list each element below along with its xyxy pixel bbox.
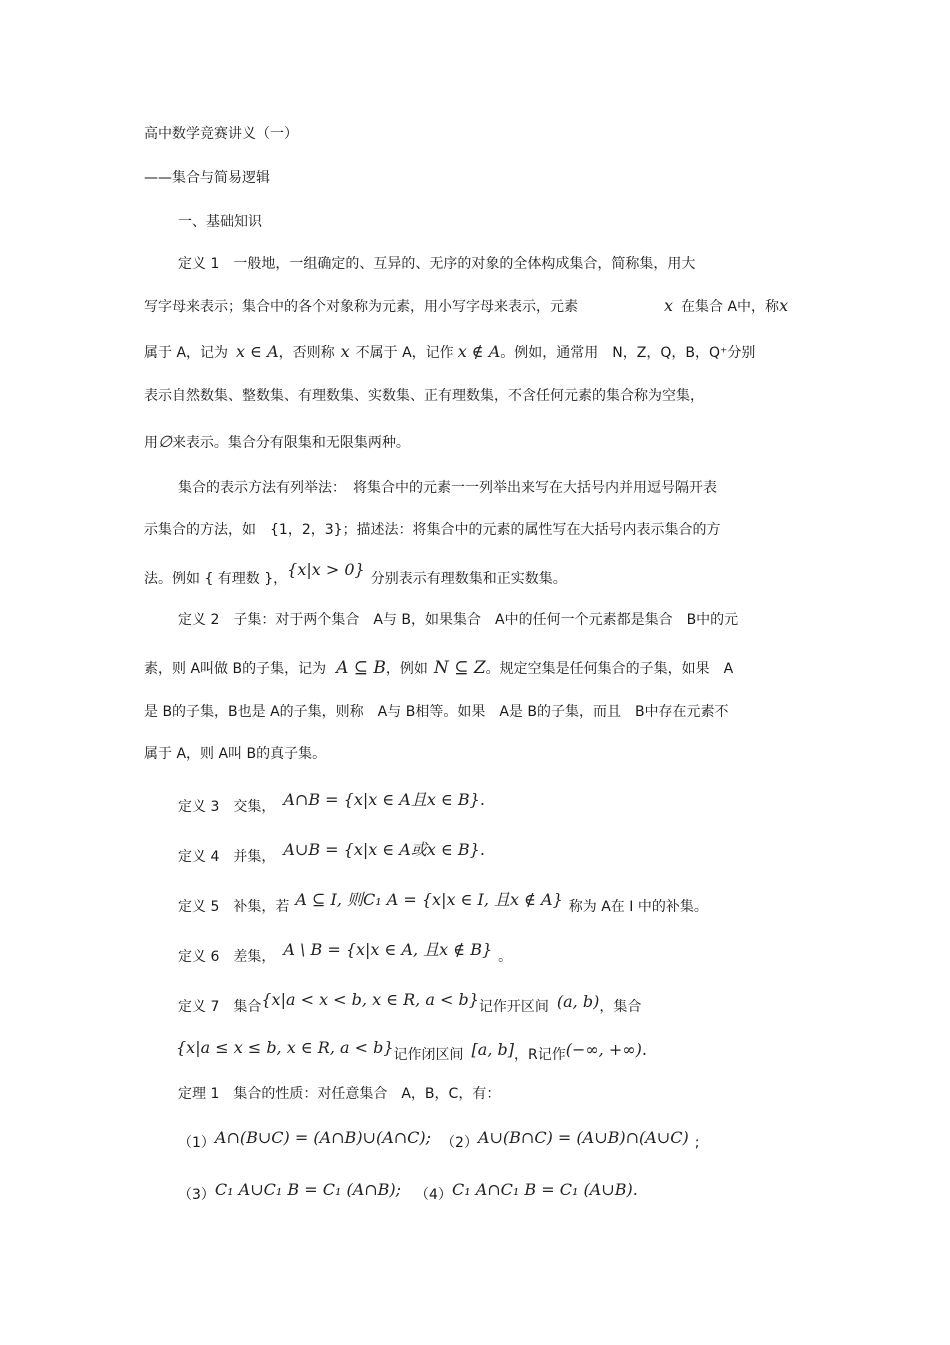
def6-label: 定义 6 差集， [178,949,276,965]
repr-line2: 示集合的方法，如 {1，2，3}；描述法：将集合中的元素的属性写在大括号内表示集合的方 [144,522,721,538]
math-subset-example: N ⊆ Z [433,658,486,678]
math-open-interval: (a, b) [556,992,600,1011]
math-closed-interval-set: {x|a ≤ x ≤ b, x ∈ R, a < b} [176,1038,394,1057]
formula-2-tail: ; [694,1135,700,1151]
def1-line2-text-a: 写字母来表示；集合中的各个对象称为元素，用小写字母来表示，元素 [144,299,578,315]
repr-line3-text-a: 法。例如 { 有理数 }， [144,571,288,587]
def5-tail: 称为 A在 I 中的补集。 [568,899,708,915]
def7-text-4: ，R记作 [513,1047,566,1063]
def7-label: 定义 7 集合 [178,999,262,1015]
formula-de-morgan-1: C₁ A∪C₁ B = C₁ (A∩B); [214,1180,402,1199]
def1-line3 [144,342,755,363]
thm1-formula-row2 [178,1180,638,1205]
def7-text-1: 记作开区间 [478,999,549,1015]
def2-line2 [144,658,733,679]
math-union: A∪B = {x|x ∈ A或x ∈ B}. [283,840,485,859]
def1-line5-text-a: 用 [144,435,158,451]
def2-line2-text-b: ，例如 [385,661,428,677]
def2-line2-text-c: 。规定空集是任何集合的子集，如果 A [485,661,734,677]
formula-de-morgan-2: C₁ A∩C₁ B = C₁ (A∪B). [451,1180,638,1199]
def1-line5-text-b: 来表示。集合分有限集和无限集两种。 [171,435,410,451]
document-subtitle: ——集合与简易逻辑 [144,170,270,186]
def5-label: 定义 5 补集，若 [178,899,290,915]
math-intersection: A∩B = {x|x ∈ A且x ∈ B}. [283,790,485,809]
def7-text-2: ，集合 [599,999,642,1015]
empty-set-symbol: ∅ [158,432,172,451]
repr-line1: 集合的表示方法有列举法： 将集合中的元素一一列举出来写在大括号内并用逗号隔开表 [178,480,717,496]
def1-line1: 定义 1 一般地，一组确定的、互异的、无序的对象的全体构成集合，简称集，用大 [178,256,696,272]
def7-line1 [178,990,642,1017]
formula-number-3: （3） [178,1187,215,1203]
def1-line5 [144,432,410,453]
def2-line2-text-a: 素，则 A叫做 B的子集，记为 [144,661,327,677]
def1-line3-text-d: 。例如，通常用 N，Z，Q，B，Q⁺分别 [500,345,756,361]
thm1-line: 定理 1 集合的性质：对任意集合 A，B，C，有： [178,1086,501,1102]
math-x: x [779,296,789,315]
def4-line [178,840,485,867]
math-x: x [664,296,674,315]
document-title: 高中数学竞赛讲义（一） [144,126,298,142]
math-complement: A ⊆ I, 则C₁ A = {x|x ∈ I, 且x ∉ A} [295,890,563,909]
def1-line3-text-b: ，否则称 [278,345,335,361]
def2-line3: 是 B的子集，B也是 A的子集，则称 A与 B相等。如果 A是 B的子集，而且 B中存在元素不 [144,704,729,720]
section-heading: 一、基础知识 [178,214,262,230]
math-difference: A \ B = {x|x ∈ A, 且x ∉ B} [283,940,493,959]
math-subset: A ⊆ B [336,658,386,678]
math-open-interval-set: {x|a < x < b, x ∈ R, a < b} [261,990,479,1009]
def1-line3-text-a: 属于 A，记为 [144,345,229,361]
math-real-line: (−∞, +∞). [565,1040,647,1059]
math-element-of: x ∈ A [236,342,279,361]
def5-line [178,890,708,917]
def3-line [178,790,485,817]
def1-line3-text-c: 不属于 A，记作 [355,345,454,361]
math-x: x [340,342,350,361]
repr-line3 [144,560,567,589]
math-closed-interval: [a, b] [471,1040,514,1059]
def1-line2 [144,296,788,317]
def4-label: 定义 4 并集， [178,849,276,865]
def2-line1: 定义 2 子集：对于两个集合 A与 B，如果集合 A中的任何一个元素都是集合 B中的元 [178,612,739,628]
def1-line2-text-b: 在集合 A中，称 [681,299,780,315]
formula-number-2: （2） [441,1135,478,1151]
def6-tail: 。 [498,949,513,965]
math-not-element-of: x ∉ A [457,342,501,361]
def1-line4: 表示自然数集、整数集、有理数集、实数集、正有理数集，不含任何元素的集合称为空集， [144,388,704,404]
def7-line2 [176,1038,647,1065]
thm1-formula-row1 [178,1128,700,1153]
repr-line3-text-b: 分别表示有理数集和正实数集。 [370,571,567,587]
def6-line [178,940,513,967]
def2-line4: 属于 A，则 A叫 B的真子集。 [144,746,327,762]
def3-label: 定义 3 交集， [178,799,276,815]
formula-number-4: （4） [415,1187,452,1203]
formula-distributive-1: A∩(B∪C) = (A∩B)∪(A∩C); [214,1128,432,1147]
def7-text-3: 记作闭区间 [393,1047,464,1063]
formula-number-1: （1） [178,1135,215,1151]
formula-distributive-2: A∪(B∩C) = (A∪B)∩(A∪C) [477,1128,689,1147]
math-positive-reals: {x|x > 0} [287,560,365,579]
